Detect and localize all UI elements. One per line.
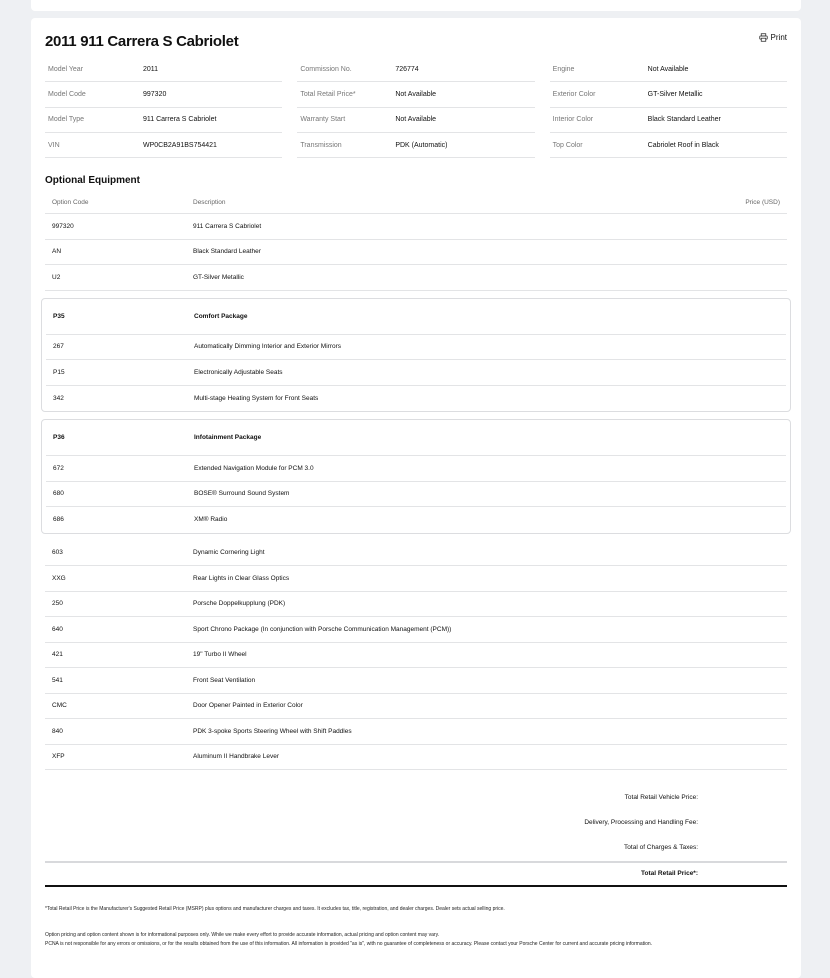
spec-value: 911 Carrera S Cabriolet bbox=[143, 116, 217, 124]
disclaimer-line: PCNA is not responsible for any errors or omissions, or for the results obtained from the use of this information. All information is provided "as is", with no guarantee of completeness or accuracy. Please contact your Porsche Center for current and accurate pricing information. bbox=[45, 941, 653, 947]
option-code: CMC bbox=[52, 702, 67, 710]
total-row: Total Retail Price*: bbox=[45, 861, 787, 887]
spec-column bbox=[297, 57, 534, 158]
spec-row bbox=[297, 57, 534, 82]
print-button[interactable] bbox=[759, 33, 787, 42]
option-code: 421 bbox=[52, 651, 63, 659]
spec-value: GT-Silver Metallic bbox=[647, 90, 703, 98]
package-group bbox=[41, 298, 791, 413]
option-description: Extended Navigation Module for PCM 3.0 bbox=[194, 464, 314, 472]
col-price: Price (USD) bbox=[745, 198, 780, 206]
option-description: Electronically Adjustable Seats bbox=[194, 368, 283, 376]
table-row bbox=[45, 541, 787, 567]
option-description: Sport Chrono Package (In conjunction with Porsche Communication Management (PCM)) bbox=[193, 625, 452, 633]
table-row bbox=[45, 214, 787, 240]
total-row: Delivery, Processing and Handling Fee: bbox=[45, 810, 787, 835]
spec-row bbox=[550, 57, 787, 82]
spec-row bbox=[45, 133, 282, 158]
option-code: XXG bbox=[52, 574, 66, 582]
disclaimer-line: Option pricing and option content shown is for informational purposes only. While we make every effort to provide accurate information, actual pricing and option content may vary. bbox=[45, 931, 440, 938]
msrp-footnote: *Total Retail Price is the Manufacturer's Suggested Retail Price (MSRP) plus options and manufacturer charges and taxes. It excludes tax, title, registration, and dealer charges. Dealer sets actual selling price. bbox=[45, 906, 505, 912]
col-option-code: Option Code bbox=[52, 198, 89, 206]
spec-row bbox=[45, 82, 282, 107]
option-description: Aluminum II Handbrake Lever bbox=[193, 753, 279, 761]
vehicle-specs bbox=[45, 57, 787, 158]
col-description: Description bbox=[193, 198, 226, 206]
footnotes bbox=[45, 905, 787, 950]
option-description: Black Standard Leather bbox=[193, 248, 261, 256]
option-description: PDK 3-spoke Sports Steering Wheel with Shift Paddles bbox=[193, 727, 352, 735]
option-code: 686 bbox=[53, 516, 64, 524]
option-code: 342 bbox=[53, 394, 64, 402]
total-row: Total of Charges & Taxes: bbox=[45, 836, 787, 861]
table-row bbox=[45, 566, 787, 592]
table-row bbox=[45, 265, 787, 291]
spec-row bbox=[297, 133, 534, 158]
table-row bbox=[46, 482, 786, 508]
spec-label: Model Type bbox=[48, 116, 85, 124]
option-code: 640 bbox=[52, 625, 63, 633]
table-row bbox=[46, 335, 786, 361]
spec-label: Top Color bbox=[552, 141, 583, 149]
spec-value: PDK (Automatic) bbox=[395, 141, 448, 149]
spec-label: Model Year bbox=[48, 65, 84, 73]
table-row bbox=[45, 240, 787, 266]
table-row bbox=[46, 507, 786, 533]
spec-label: Total Retail Price* bbox=[300, 90, 356, 98]
table-row bbox=[46, 456, 786, 482]
option-description: Infotainment Package bbox=[194, 434, 262, 441]
option-code: 541 bbox=[52, 676, 63, 684]
spec-value: Not Available bbox=[395, 116, 437, 124]
option-description: BOSE® Surround Sound System bbox=[194, 490, 290, 498]
vehicle-details-card bbox=[31, 18, 801, 978]
spec-row bbox=[297, 82, 534, 107]
option-description: 19" Turbo II Wheel bbox=[193, 651, 247, 659]
option-description: Front Seat Ventilation bbox=[193, 676, 256, 684]
option-description: XM® Radio bbox=[194, 516, 228, 524]
spec-label: Commission No. bbox=[300, 65, 352, 73]
spec-row bbox=[297, 108, 534, 133]
optional-equipment-heading: Optional Equipment bbox=[45, 175, 140, 186]
option-code: P15 bbox=[53, 368, 65, 376]
table-row bbox=[46, 386, 786, 412]
option-description: Multi-stage Heating System for Front Seats bbox=[194, 394, 319, 402]
table-header bbox=[45, 191, 787, 214]
table-row bbox=[45, 643, 787, 669]
printer-icon bbox=[759, 33, 768, 42]
spec-column bbox=[550, 57, 787, 158]
package-group bbox=[41, 419, 791, 534]
spec-value: 2011 bbox=[143, 65, 159, 73]
option-description: Door Opener Painted in Exterior Color bbox=[193, 702, 303, 710]
option-code: AN bbox=[52, 248, 62, 256]
table-row bbox=[45, 719, 787, 745]
option-code: 250 bbox=[52, 600, 63, 608]
spec-row bbox=[45, 57, 282, 82]
equipment-table bbox=[45, 191, 787, 770]
spec-row bbox=[550, 133, 787, 158]
option-code: 997320 bbox=[52, 222, 74, 230]
print-label: Print bbox=[770, 33, 787, 42]
page-title: 2011 911 Carrera S Cabriolet bbox=[45, 33, 239, 50]
spec-value: Not Available bbox=[647, 65, 689, 73]
spec-label: Warranty Start bbox=[300, 116, 346, 124]
previous-card bbox=[31, 0, 801, 11]
table-row bbox=[45, 694, 787, 720]
spec-value: Cabriolet Roof in Black bbox=[647, 141, 719, 149]
option-code: 267 bbox=[53, 343, 64, 351]
spec-label: VIN bbox=[48, 141, 60, 149]
spec-row bbox=[550, 82, 787, 107]
spec-value: Not Available bbox=[395, 90, 437, 98]
option-description: Automatically Dimming Interior and Exterior Mirrors bbox=[194, 343, 342, 351]
option-description: Porsche Doppelkupplung (PDK) bbox=[193, 600, 286, 608]
option-code: P36 bbox=[53, 434, 65, 441]
spec-label: Model Code bbox=[48, 90, 86, 98]
spec-value: WP0CB2A91BS754421 bbox=[143, 141, 217, 149]
spec-label: Interior Color bbox=[552, 116, 594, 124]
option-description: GT-Silver Metallic bbox=[193, 273, 244, 281]
spec-column bbox=[45, 57, 282, 158]
totals bbox=[45, 785, 787, 887]
spec-label: Exterior Color bbox=[552, 90, 596, 98]
spec-label: Transmission bbox=[300, 141, 342, 149]
option-description: 911 Carrera S Cabriolet bbox=[193, 222, 262, 230]
spec-value: Black Standard Leather bbox=[647, 116, 721, 124]
table-row bbox=[45, 592, 787, 618]
option-code: U2 bbox=[52, 273, 61, 281]
spec-label: Engine bbox=[552, 65, 575, 73]
spec-value: 726774 bbox=[395, 65, 419, 73]
spec-value: 997320 bbox=[143, 90, 167, 98]
option-description: Dynamic Cornering Light bbox=[193, 549, 265, 557]
table-row bbox=[46, 360, 786, 386]
option-code: 672 bbox=[53, 464, 64, 472]
option-description: Comfort Package bbox=[194, 312, 248, 320]
table-row bbox=[45, 745, 787, 771]
option-description: Rear Lights in Clear Glass Optics bbox=[193, 574, 290, 582]
table-row bbox=[45, 668, 787, 694]
option-code: 603 bbox=[52, 549, 63, 557]
option-code: XFP bbox=[52, 753, 65, 761]
option-code: 680 bbox=[53, 490, 64, 498]
spec-row bbox=[45, 108, 282, 133]
spec-row bbox=[550, 108, 787, 133]
table-row bbox=[46, 299, 786, 335]
table-row bbox=[45, 617, 787, 643]
option-code: 840 bbox=[52, 727, 63, 735]
total-row: Total Retail Vehicle Price: bbox=[45, 785, 787, 810]
table-row bbox=[46, 420, 786, 456]
option-code: P35 bbox=[53, 312, 65, 320]
